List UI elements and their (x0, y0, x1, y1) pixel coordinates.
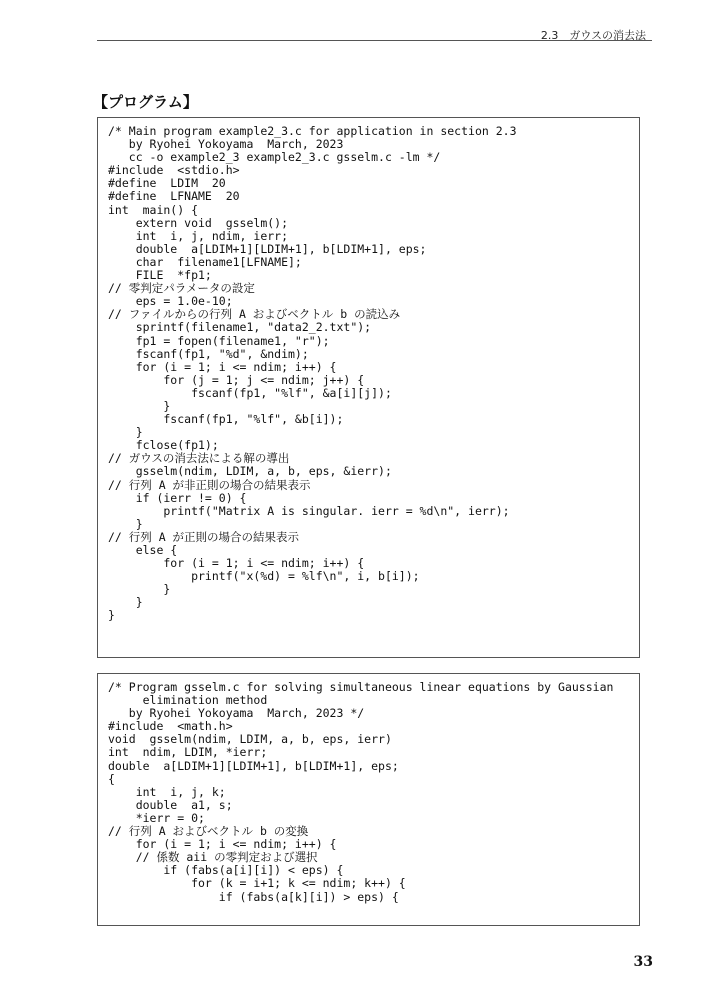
code-line: fclose(fp1); (108, 438, 219, 453)
running-head: 2.3 ガウスの消去法 (540, 29, 646, 42)
code-line: fscanf(fp1, "%lf", &a[i][j]); (108, 385, 392, 400)
code-line: // 行列 A およびベクトル b の変換 (108, 824, 309, 839)
code-line: else { (108, 543, 178, 557)
code-line: int main() { (108, 202, 199, 217)
code-line: int i, j, k; (108, 784, 226, 799)
code-line: /* Main program example2_3.c for application in section 2.3 (108, 124, 517, 138)
code-line: } (108, 516, 143, 531)
code-line: for (k = i+1; k <= ndim; k++) { (108, 876, 406, 891)
code-line: by Ryohei Yokoyama March, 2023 (108, 137, 344, 152)
code-line: by Ryohei Yokoyama March, 2023 */ (108, 706, 365, 721)
code-line: for (i = 1; i <= ndim; i++) { (108, 837, 337, 852)
code-line: #include <stdio.h> (108, 163, 240, 178)
code-line: int ndim, LDIM, *ierr; (108, 745, 268, 760)
code-line: // ガウスの消去法による解の導出 (108, 451, 290, 466)
code-line: } (108, 425, 143, 440)
code-line: #include <math.h> (108, 719, 233, 734)
code-line: printf("Matrix A is singular. ierr = %d\n", ierr); (108, 503, 510, 518)
header-rule (97, 40, 652, 41)
code-line: for (i = 1; i <= ndim; i++) { (108, 359, 337, 374)
code-line: } (108, 398, 171, 413)
code-line: if (ierr != 0) { (108, 490, 247, 505)
code-line: int i, j, ndim, ierr; (108, 228, 289, 243)
code-line: double a1, s; (108, 797, 233, 812)
code-line: #define LDIM 20 (108, 176, 226, 191)
code-line: *ierr = 0; (108, 810, 205, 825)
code-line: // ファイルからの行列 A およびベクトル b の読込み (108, 307, 401, 322)
code-line: #define LFNAME 20 (108, 189, 240, 204)
code-line: // 行列 A が正則の場合の結果表示 (108, 529, 300, 544)
code-listing-gsselm (97, 673, 640, 926)
code-line: double a[LDIM+1][LDIM+1], b[LDIM+1], eps; (108, 241, 427, 256)
code-line: fscanf(fp1, "%lf", &b[i]); (108, 412, 344, 427)
code-line: eps = 1.0e-10; (108, 294, 233, 309)
code-line: for (j = 1; j <= ndim; j++) { (108, 372, 365, 387)
code-line: if (fabs(a[i][i]) < eps) { (108, 863, 344, 878)
code-line: extern void gsselm(); (108, 215, 289, 230)
code-line: for (i = 1; i <= ndim; i++) { (108, 556, 365, 571)
code-line: // 行列 A が非正則の場合の結果表示 (108, 477, 311, 492)
code-line: // 零判定パラメータの設定 (108, 281, 255, 296)
code-line: cc -o example2_3 example2_3.c gsselm.c -lm */ (108, 150, 441, 165)
page-number: 33 (633, 954, 653, 970)
code-line: double a[LDIM+1][LDIM+1], b[LDIM+1], eps; (108, 758, 399, 773)
code-line: fscanf(fp1, "%d", &ndim); (108, 346, 309, 361)
code-line: elimination method (108, 693, 268, 708)
code-listing-main-program (97, 117, 640, 658)
code-line: fp1 = fopen(filename1, "r"); (108, 333, 330, 348)
code-line: } (108, 595, 143, 610)
code-line: FILE *fp1; (108, 268, 212, 283)
section-heading: 【プログラム】 (93, 93, 198, 111)
code-line: gsselm(ndim, LDIM, a, b, eps, &ierr); (108, 464, 392, 479)
code-line: { (108, 771, 115, 786)
code-line: char filename1[LFNAME]; (108, 254, 302, 269)
code-line: // 係数 aii の零判定および選択 (108, 850, 318, 865)
code-line: } (108, 608, 115, 623)
code-line: void gsselm(ndim, LDIM, a, b, eps, ierr) (108, 732, 392, 747)
code-line: sprintf(filename1, "data2_2.txt"); (108, 320, 372, 335)
code-line: if (fabs(a[k][i]) > eps) { (108, 889, 399, 904)
code-line: } (108, 582, 171, 597)
code-line: printf("x(%d) = %lf\n", i, b[i]); (108, 569, 420, 584)
code-line: /* Program gsselm.c for solving simultaneous linear equations by Gaussian (108, 680, 614, 694)
